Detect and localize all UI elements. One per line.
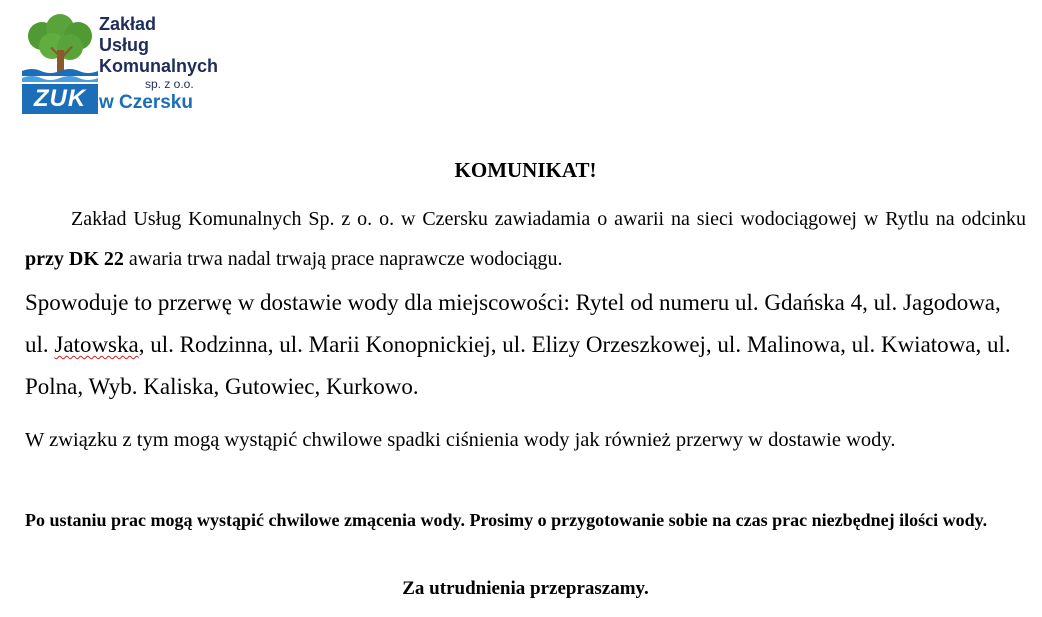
notice-paragraph-1	[25, 199, 1026, 279]
notice-paragraph-3: W związku z tym mogą wystąpić chwilowe spadki ciśnienia wody jak również przerwy w dostawie wody.	[25, 429, 896, 451]
company-logo	[22, 14, 247, 116]
notice-title: KOMUNIKAT!	[454, 158, 597, 182]
logo-badge-text: ZUK	[33, 85, 87, 112]
notice-paragraph-2	[25, 282, 1026, 408]
p2-misspelled-word: Jatowska	[54, 332, 139, 357]
logo-line-4: sp. z o.o.	[145, 77, 194, 91]
notice-closing: Za utrudnienia przepraszamy.	[402, 578, 649, 599]
p2-text-c: , ul. Rodzinna, ul. Marii Konopnickiej, ul. Elizy Orzeszkowej, ul. Malinowa, ul. Kwiatowa, ul. Polna, Wyb. Kaliska, Gutowiec, Kurkowo.	[25, 332, 1011, 399]
p2-text-a: Spowoduje to przerwę w dostawie wody dla miejscowości: Rytel od numeru ul. Gdańska 4, ul. Jagodowa, ul.	[25, 290, 1001, 357]
p1-text-a: Zakład Usług Komunalnych Sp. z o. o. w Czersku zawiadamia o awarii na sieci wodociągowej w Rytlu na odcinku	[71, 208, 1026, 230]
p1-text-c: awaria trwa nadal trwają prace naprawcze wodociągu.	[123, 248, 563, 270]
logo-line-2: Usług	[99, 35, 150, 55]
logo-line-3: Komunalnych	[99, 56, 219, 76]
logo-line-1: Zakład	[99, 14, 157, 34]
notice-paragraph-4: Po ustaniu prac mogą wystąpić chwilowe zmącenia wody. Prosimy o przygotowanie sobie na czas prac niezbędnej ilości wody.	[25, 510, 988, 530]
logo-line-5: w Czersku	[99, 92, 193, 113]
p1-bold-text: przy DK 22	[25, 248, 124, 270]
